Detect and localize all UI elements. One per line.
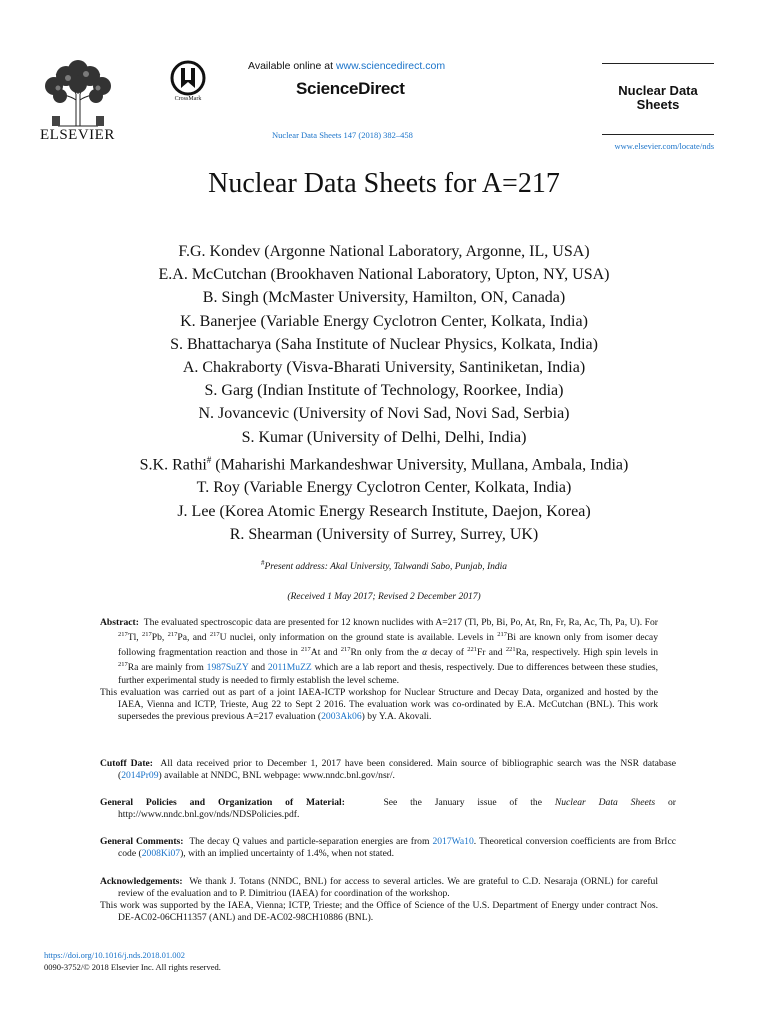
author-line: T. Roy (Variable Energy Cyclotron Center, Kolkata, India)	[196, 479, 572, 497]
mass-number: 217	[209, 631, 220, 638]
author-line: F.G. Kondev (Argonne National Laboratory, Argonne, IL, USA)	[178, 243, 590, 260]
abstract-text: ) by Y.A. Akovali.	[361, 710, 432, 722]
acknowledgements-paragraph	[100, 876, 658, 900]
crossmark-label: CrossMark	[174, 96, 202, 102]
abstract-text: Pb,	[151, 632, 168, 644]
alpha-symbol: α	[422, 647, 428, 659]
comments-section	[100, 836, 676, 860]
abstract-text: and	[248, 662, 268, 674]
cutoff-text: All data received prior to December 1, 2017 have been considered. Main source of bibliographic search was the NSR database (	[118, 758, 676, 781]
author-line: K. Banerjee (Variable Energy Cyclotron Center, Kolkata, India)	[180, 312, 588, 330]
abstract-text: U nuclei, only information on the ground state is available. Levels in	[219, 632, 498, 644]
policies-section	[100, 797, 676, 821]
author-name: S.K. Rathi	[139, 456, 207, 474]
author-line: N. Jovancevic (University of Novi Sad, Novi Sad, Serbia)	[198, 405, 570, 423]
abstract-text: Ra are mainly from	[127, 662, 207, 674]
journal-logo	[605, 84, 711, 112]
abstract-text: The evaluated spectroscopic data are presented for 12 known nuclides with A=217 (Tl, Pb, Bi, Po, At, Rn, Fr, Ra, Ac, Th, Pa, U). For	[143, 617, 658, 628]
reference-link[interactable]: 2011MuZZ	[267, 662, 312, 674]
footnote-text: Present address: Akal University, Talwandi Sabo, Punjab, India	[264, 562, 508, 573]
abstract-text: decay of	[427, 647, 468, 659]
reference-link[interactable]: 1987SuZY	[206, 662, 249, 674]
abstract-paragraph	[100, 687, 658, 723]
abstract-heading: Abstract:	[100, 617, 139, 628]
sciencedirect-link[interactable]: www.sciencedirect.com	[335, 60, 446, 72]
abstract-text: At and	[310, 647, 341, 659]
author-line: J. Lee (Korea Atomic Energy Research Institute, Daejon, Korea)	[177, 502, 591, 520]
reference-link[interactable]: 2003Ak06	[321, 710, 362, 722]
abstract-text: Fr and	[476, 647, 506, 659]
elsevier-tree-logo	[38, 60, 118, 128]
available-online	[248, 60, 445, 72]
journal-url-link[interactable]: www.elsevier.com/locate/nds	[614, 141, 714, 151]
sciencedirect-wordmark: ScienceDirect	[296, 79, 405, 98]
policies-heading: General Policies and Organization of Material:	[100, 797, 345, 808]
journal-logo-line2: Sheets	[636, 97, 680, 112]
abstract-text: Ra, respectively. High spin levels in	[515, 647, 658, 659]
article-title: Nuclear Data Sheets for A=217	[208, 168, 560, 199]
abstract-paragraph	[100, 617, 658, 687]
abstract-text: Bi are known only from isomer decay following fragmentation reaction and those in	[118, 632, 658, 659]
mass-number: 217	[497, 631, 507, 638]
mass-number: 217	[118, 631, 128, 638]
publisher-wordmark: ELSEVIER	[40, 127, 115, 143]
mass-number: 221	[467, 646, 477, 654]
mass-number: 217	[142, 631, 152, 638]
comments-text: ), with an implied uncertainty of 1.4%, when not stated.	[180, 848, 395, 859]
author-line	[0, 449, 768, 477]
journal-name: Nuclear Data Sheets	[554, 797, 656, 808]
copyright-notice: 0090-3752/© 2018 Elsevier Inc. All rights reserved.	[44, 962, 221, 972]
comments-text: . Theoretical conversion coefficients are from BrIcc code (	[118, 836, 677, 859]
acknowledgements-paragraph: This work was supported by the IAEA, Vienna; ICTP, Trieste; and the Office of Science of the U.S. Department of Energy under contract Nos. DE-AC02-06CH11357 (ANL) and DE-AC02-98CH10886 (BNL).	[100, 900, 658, 923]
abstract-text: This evaluation was carried out as part of a joint IAEA-ICTP workshop for Nuclear Structure and Decay Data, organized and hosted by the IAEA, Vienna and ICTP, Trieste, Aug 22 to Sept 2 2016. The evaluation work was co-ordinated by E.A. McCutchan (BNL). This work supersedes the previous previous A=217 evaluation (	[100, 686, 658, 722]
comments-heading: General Comments:	[100, 836, 184, 847]
author-line: B. Singh (McMaster University, Hamilton, ON, Canada)	[202, 289, 566, 307]
abstract-text: Rn only from the	[350, 647, 423, 659]
cutoff-text: ) available at NNDC, BNL webpage: www.nndc.bnl.gov/nsr/.	[158, 770, 395, 781]
journal-reference[interactable]: Nuclear Data Sheets 147 (2018) 382–458	[272, 130, 413, 140]
mass-number: 217	[301, 646, 311, 654]
acknowledgements-heading: Acknowledgements:	[100, 876, 183, 887]
author-line: S. Garg (Indian Institute of Technology, Roorkee, India)	[204, 382, 564, 400]
policies-text: or http://www.nndc.bnl.gov/nds/NDSPolicies.pdf.	[118, 797, 676, 820]
reference-link[interactable]: 2008Ki07	[141, 848, 181, 859]
doi-link[interactable]: https://doi.org/10.1016/j.nds.2018.01.002	[44, 950, 186, 960]
received-dates: (Received 1 May 2017; Revised 2 December 2017)	[287, 592, 481, 602]
author-line: S. Kumar (University of Delhi, Delhi, India)	[241, 428, 527, 446]
cutoff-section	[100, 758, 676, 782]
footnote-mark: #	[260, 559, 265, 567]
author-affiliation: (Maharishi Markandeshwar University, Mullana, Ambala, India)	[211, 456, 629, 474]
mass-number: 217	[118, 661, 128, 669]
crossmark-icon[interactable]	[170, 60, 206, 96]
mass-number: 221	[505, 646, 516, 654]
cutoff-heading: Cutoff Date:	[100, 758, 153, 769]
journal-logo-line1: Nuclear Data	[618, 83, 698, 98]
abstract-text: Tl,	[127, 632, 143, 644]
footnote-mark: #	[206, 454, 212, 465]
acknowledgements-text: We thank J. Totans (NNDC, BNL) for access to several articles. We are grateful to C.D. Nesaraja (ORNL) for careful review of the evaluation and to P. Dimitriou (IAEA) for coordination of the workshop.	[118, 876, 658, 899]
reference-link[interactable]: 2017Wa10	[432, 836, 474, 847]
comments-text: The decay Q values and particle-separation energies are from	[189, 836, 433, 847]
policies-text: See the January issue of the	[383, 797, 555, 808]
mass-number: 217	[167, 631, 178, 638]
abstract-text: Pa, and	[177, 632, 210, 644]
reference-link[interactable]: 2014Pr09	[121, 770, 159, 781]
author-line: A. Chakraborty (Visva-Bharati University, Santiniketan, India)	[182, 359, 586, 377]
author-footnote	[0, 559, 768, 572]
abstract-section	[100, 617, 658, 723]
available-online-prefix: Available online at	[248, 60, 336, 72]
author-line: E.A. McCutchan (Brookhaven National Laboratory, Upton, NY, USA)	[158, 266, 610, 284]
author-line: R. Shearman (University of Surrey, Surrey, UK)	[229, 525, 539, 543]
abstract-text: which are a lab report and thesis, respectively. Due to differences between these studies, further experimental study is needed to firmly establish the level scheme.	[118, 662, 659, 686]
mass-number: 217	[340, 646, 351, 654]
acknowledgements-section	[100, 876, 658, 924]
author-line: S. Bhattacharya (Saha Institute of Nuclear Physics, Kolkata, India)	[170, 335, 598, 353]
author-list	[0, 240, 768, 546]
